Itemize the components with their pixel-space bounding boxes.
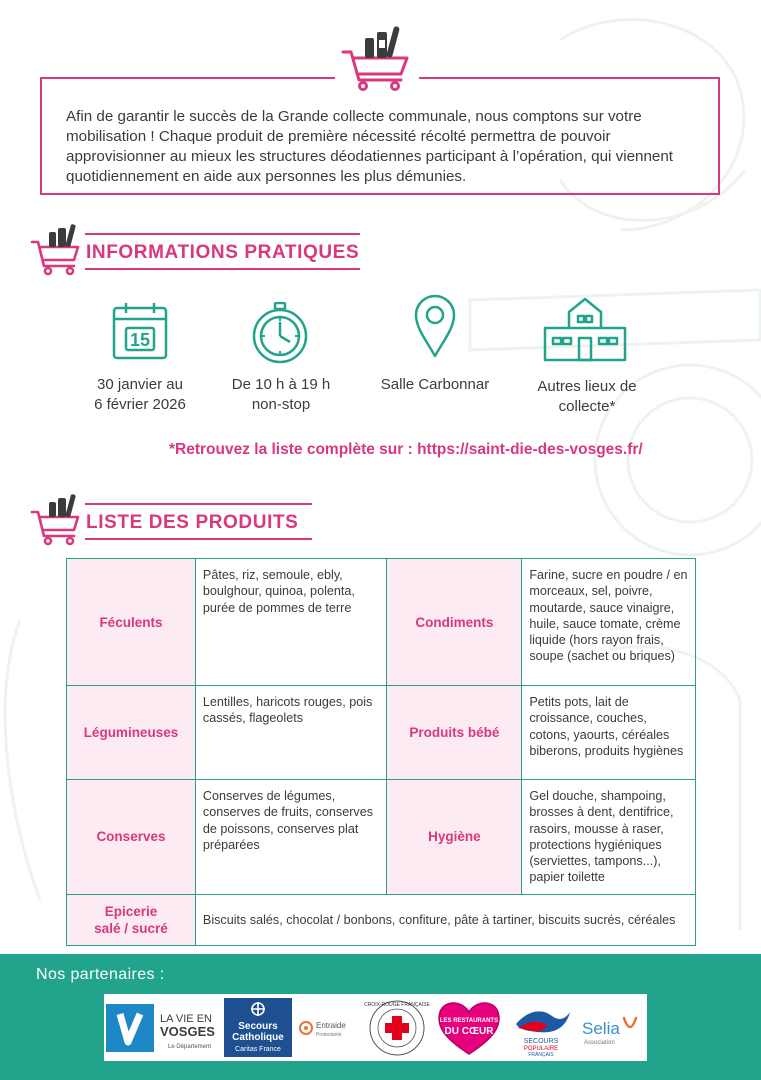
calendar-icon [112,301,168,361]
items-cell: Pâtes, riz, semoule, ebly, boulghour, quinoa, polenta, purée de pommes de terre [195,559,387,686]
category-cell: Légumineuses [67,686,196,780]
category-cell: Conserves [67,780,196,895]
partners-title: Nos partenaires : [36,966,165,983]
items-cell: Farine, sucre en poudre / en morceaux, sel, poivre, moutarde, sauce vinaigre, huile, sauce tomate, crème liquide (hors rayon frais, soupe (sachet ou briques) [522,559,696,686]
title-rule-top [85,233,360,235]
info-dates-line2: 6 février 2026 [94,396,186,413]
sp-line2: POPULAIRE [523,1046,559,1052]
table-row [67,780,696,895]
selia-line2: Association [584,1040,615,1046]
logo-selia[interactable] [578,998,644,1057]
vie-line3: Le Département [168,1044,212,1050]
partners-footer [0,954,761,1080]
products-table [66,558,696,946]
partner-logos [104,994,647,1061]
category-cell: Féculents [67,559,196,686]
cr-text: CROIX-ROUGE FRANÇAISE [364,1002,430,1008]
calendar-day: 15 [129,330,151,350]
rc-line1: LES RESTAURANTS [439,1018,499,1024]
info-dates [70,375,210,415]
logo-entraide-protestante[interactable] [296,998,360,1057]
clock-icon [251,302,309,364]
info-title: INFORMATIONS PRATIQUES [86,242,360,263]
title-rule-top [85,503,312,505]
intro-text: Afin de garantir le succès de la Grande collecte communale, nous comptons sur votre mobilisation ! Chaque produit de première nécessité récolté permettra de pouvoir approvisionner au mieux les structures déodatiennes participant à l’opération, qui viennent quotidiennement en aide aux personnes les plus démunies. [66,108,674,185]
table-row [67,559,696,686]
info-other-places [517,377,657,417]
products-title: LISTE DES PRODUITS [86,512,299,533]
info-place [365,375,505,395]
info-place-line1: Salle Carbonnar [380,376,490,393]
title-rule-bottom [85,538,312,540]
items-cell: Petits pots, lait de croissance, couches, cotons, yaourts, céréales biberons, produits hygiènes [522,686,696,780]
title-rule-bottom [85,268,360,270]
sc-line1: Secours [238,1021,278,1032]
category-cell: Epicerie salé / sucré [67,894,196,945]
logo-croix-rouge[interactable] [364,998,430,1057]
items-cell: Lentilles, haricots rouges, pois cassés, flageolets [195,686,387,780]
sp-line1: SECOURS [523,1038,559,1045]
logo-vie-en-vosges[interactable] [106,998,218,1057]
shopping-cart-icon [30,492,80,546]
rc-line2: DU CŒUR [444,1026,494,1037]
items-cell: Conserves de légumes, conserves de fruits, conserves de poissons, conserves plat préparées [195,780,387,895]
info-other-line2: collecte* [558,398,616,415]
vie-line1: LA VIE EN [160,1013,212,1025]
items-cell: Gel douche, shampoing, brosses à dent, dentifrice, rasoirs, mousse à raser, protections hygiéniques (serviettes, tampons...), papier toilette [522,780,696,895]
logo-secours-populaire[interactable] [508,998,574,1057]
items-cell: Biscuits salés, chocolat / bonbons, confiture, pâte à tartiner, biscuits sucrés, céréales [195,894,695,945]
logo-secours-catholique[interactable] [224,998,292,1057]
info-hours-line1: De 10 h à 19 h [231,376,331,393]
shopping-cart-icon [30,222,80,276]
website-note: *Retrouvez la liste complète sur : https://saint-die-des-vosges.fr/ [169,441,643,458]
table-row [67,686,696,780]
category-cell: Hygiène [387,780,522,895]
sc-line3: Caritas France [235,1046,281,1053]
ep-line1: Entraide [316,1021,346,1030]
sc-line2: Catholique [232,1032,284,1043]
location-pin-icon [414,294,456,358]
info-other-line1: Autres lieux de [537,378,637,395]
sp-line3: FRANÇAIS [528,1052,554,1057]
category-cell: Produits bébé [387,686,522,780]
vie-line2: VOSGES [160,1024,215,1039]
shopping-cart-icon [335,22,419,92]
logo-restos-du-coeur[interactable] [434,998,504,1057]
category-cell: Condiments [387,559,522,686]
ep-line2: Protestante [316,1032,342,1038]
selia-line1: Selia [582,1019,620,1038]
building-icon [543,296,627,362]
info-dates-line1: 30 janvier au [97,376,183,393]
info-hours [211,375,351,415]
intro-box [40,77,720,195]
info-hours-line2: non-stop [251,396,311,413]
table-row [67,894,696,945]
